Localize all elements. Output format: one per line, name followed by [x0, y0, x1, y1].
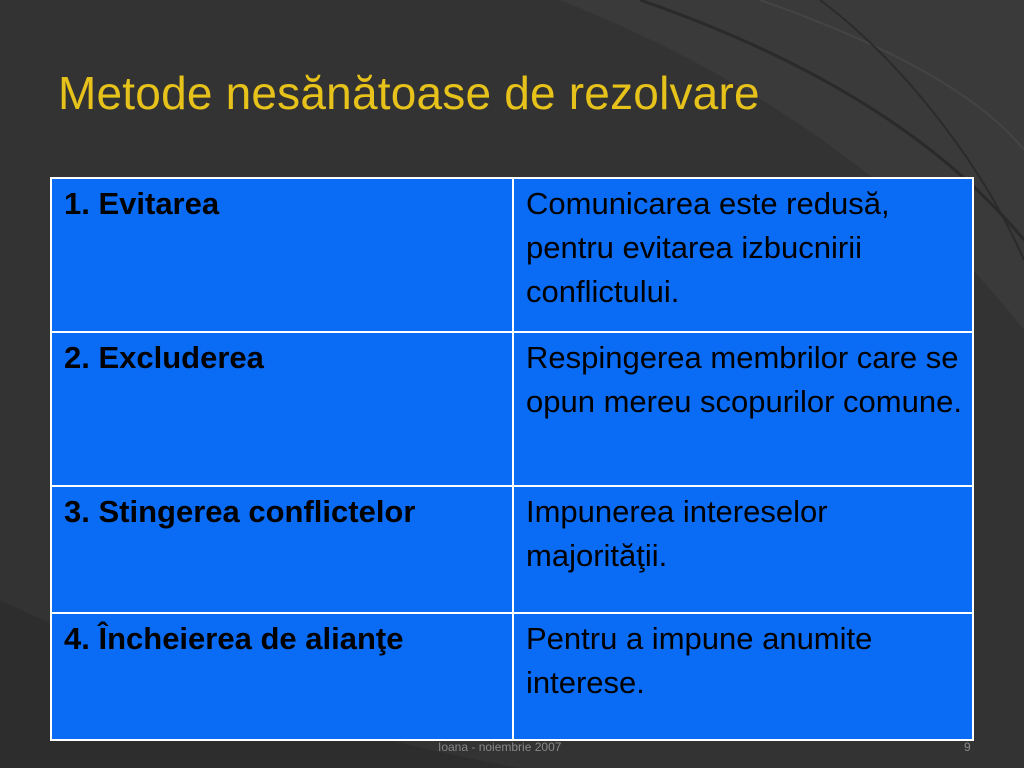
- table-row: [51, 613, 973, 740]
- description-text: Impunerea intereselor majorităţii.: [526, 494, 828, 573]
- method-label: 1. Evitarea: [64, 186, 220, 221]
- method-label: 2. Excluderea: [64, 340, 264, 375]
- method-label: 4. Încheierea de alianţe: [64, 621, 404, 656]
- footer-page-number: 9: [964, 740, 971, 754]
- method-cell: [51, 332, 513, 486]
- description-text: Pentru a impune anumite interese.: [526, 621, 873, 700]
- description-text: Respingerea membrilor care se opun mereu scopurilor comune.: [526, 340, 962, 419]
- footer-author-date: Ioana - noiembrie 2007: [438, 740, 562, 754]
- description-cell: [513, 486, 973, 613]
- slide-title: Metode nesănătoase de rezolvare: [58, 67, 760, 119]
- description-cell: [513, 613, 973, 740]
- table-row: [51, 332, 973, 486]
- method-cell: [51, 178, 513, 332]
- method-cell: [51, 613, 513, 740]
- table-row: [51, 486, 973, 613]
- description-text: Comunicarea este redusă, pentru evitarea izbucnirii conflictului.: [526, 186, 890, 309]
- description-cell: [513, 178, 973, 332]
- methods-table: [50, 177, 974, 741]
- table-row: [51, 178, 973, 332]
- method-cell: [51, 486, 513, 613]
- description-cell: [513, 332, 973, 486]
- method-label: 3. Stingerea conflictelor: [64, 494, 416, 529]
